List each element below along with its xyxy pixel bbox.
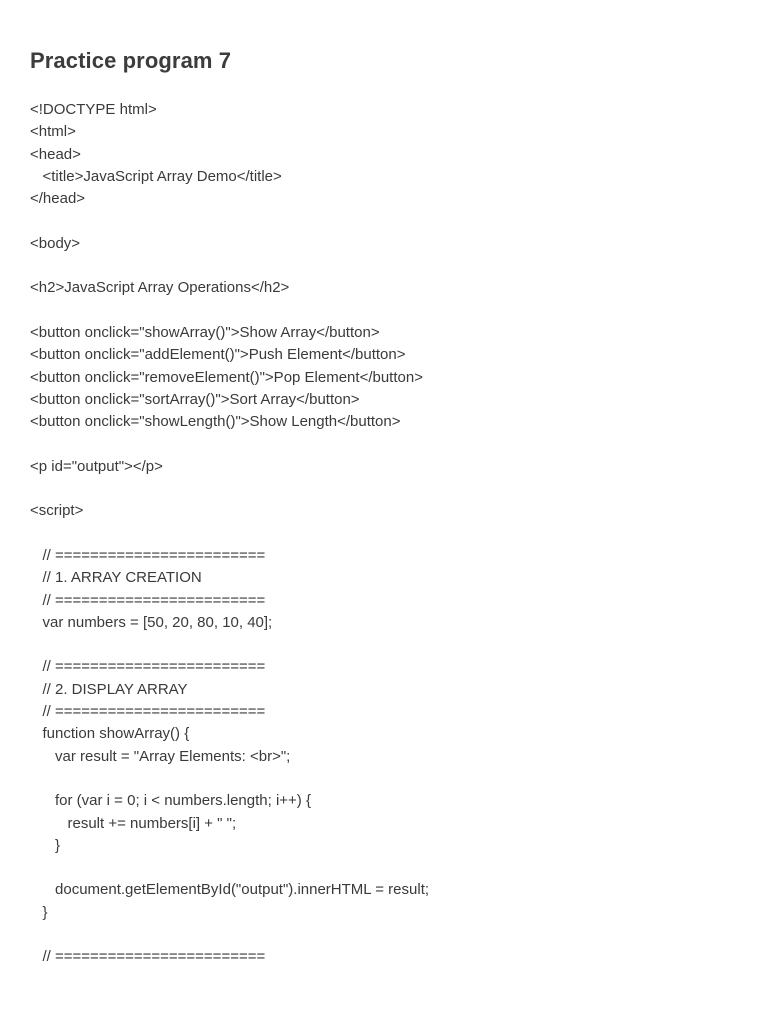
note-line: <button onclick="addElement()">Push Element</button> xyxy=(30,346,406,364)
note-line xyxy=(30,433,750,455)
note-line: <h2>JavaScript Array Operations</h2> xyxy=(30,279,290,297)
note-line xyxy=(30,523,750,545)
note-line: <head> xyxy=(30,145,81,163)
note-line: var result = "Array Elements: <br>"; xyxy=(30,747,291,765)
note-line: <p id="output"></p> xyxy=(30,457,163,475)
note-line xyxy=(30,210,750,232)
note-line: <button onclick="showLength()">Show Length</button> xyxy=(30,413,401,431)
note-line: <button onclick="sortArray()">Sort Array</button> xyxy=(30,390,360,408)
note-line: <script> xyxy=(30,502,84,520)
note-line xyxy=(30,634,750,656)
note-line: result += numbers[i] + " "; xyxy=(30,814,237,832)
note-line: document.getElementById("output").innerHTML = result; xyxy=(30,881,430,899)
note-line: <!DOCTYPE html> xyxy=(30,101,157,118)
note-line: <button onclick="removeElement()">Pop Element</button> xyxy=(30,368,423,386)
note-line: // ======================== xyxy=(30,703,266,721)
note-line: <html> xyxy=(30,123,76,141)
note-line: // ======================== xyxy=(30,658,266,676)
note-line xyxy=(30,478,750,500)
note-line xyxy=(30,857,750,879)
note-line: <button onclick="showArray()">Show Array</button> xyxy=(30,323,380,341)
note-page xyxy=(30,0,750,969)
note-line: <title>JavaScript Array Demo</title> xyxy=(30,167,282,185)
note-body[interactable] xyxy=(30,99,750,969)
note-line: function showArray() { xyxy=(30,725,190,743)
note-line: // ======================== xyxy=(30,591,266,609)
note-line: <body> xyxy=(30,234,81,252)
note-line: // 1. ARRAY CREATION xyxy=(30,569,202,587)
note-line: // ======================== xyxy=(30,546,266,564)
note-line: } xyxy=(30,903,48,921)
note-line: // 2. DISPLAY ARRAY xyxy=(30,680,188,698)
note-line: } xyxy=(30,836,61,854)
note-line: var numbers = [50, 20, 80, 10, 40]; xyxy=(30,613,273,631)
note-line: </head> xyxy=(30,190,86,208)
note-title: Practice program 7 xyxy=(30,48,232,73)
note-line: // ======================== xyxy=(30,948,266,966)
note-line xyxy=(30,255,750,277)
note-line xyxy=(30,300,750,322)
note-line: for (var i = 0; i < numbers.length; i++) { xyxy=(30,792,311,810)
note-line xyxy=(30,768,750,790)
note-line xyxy=(30,924,750,946)
